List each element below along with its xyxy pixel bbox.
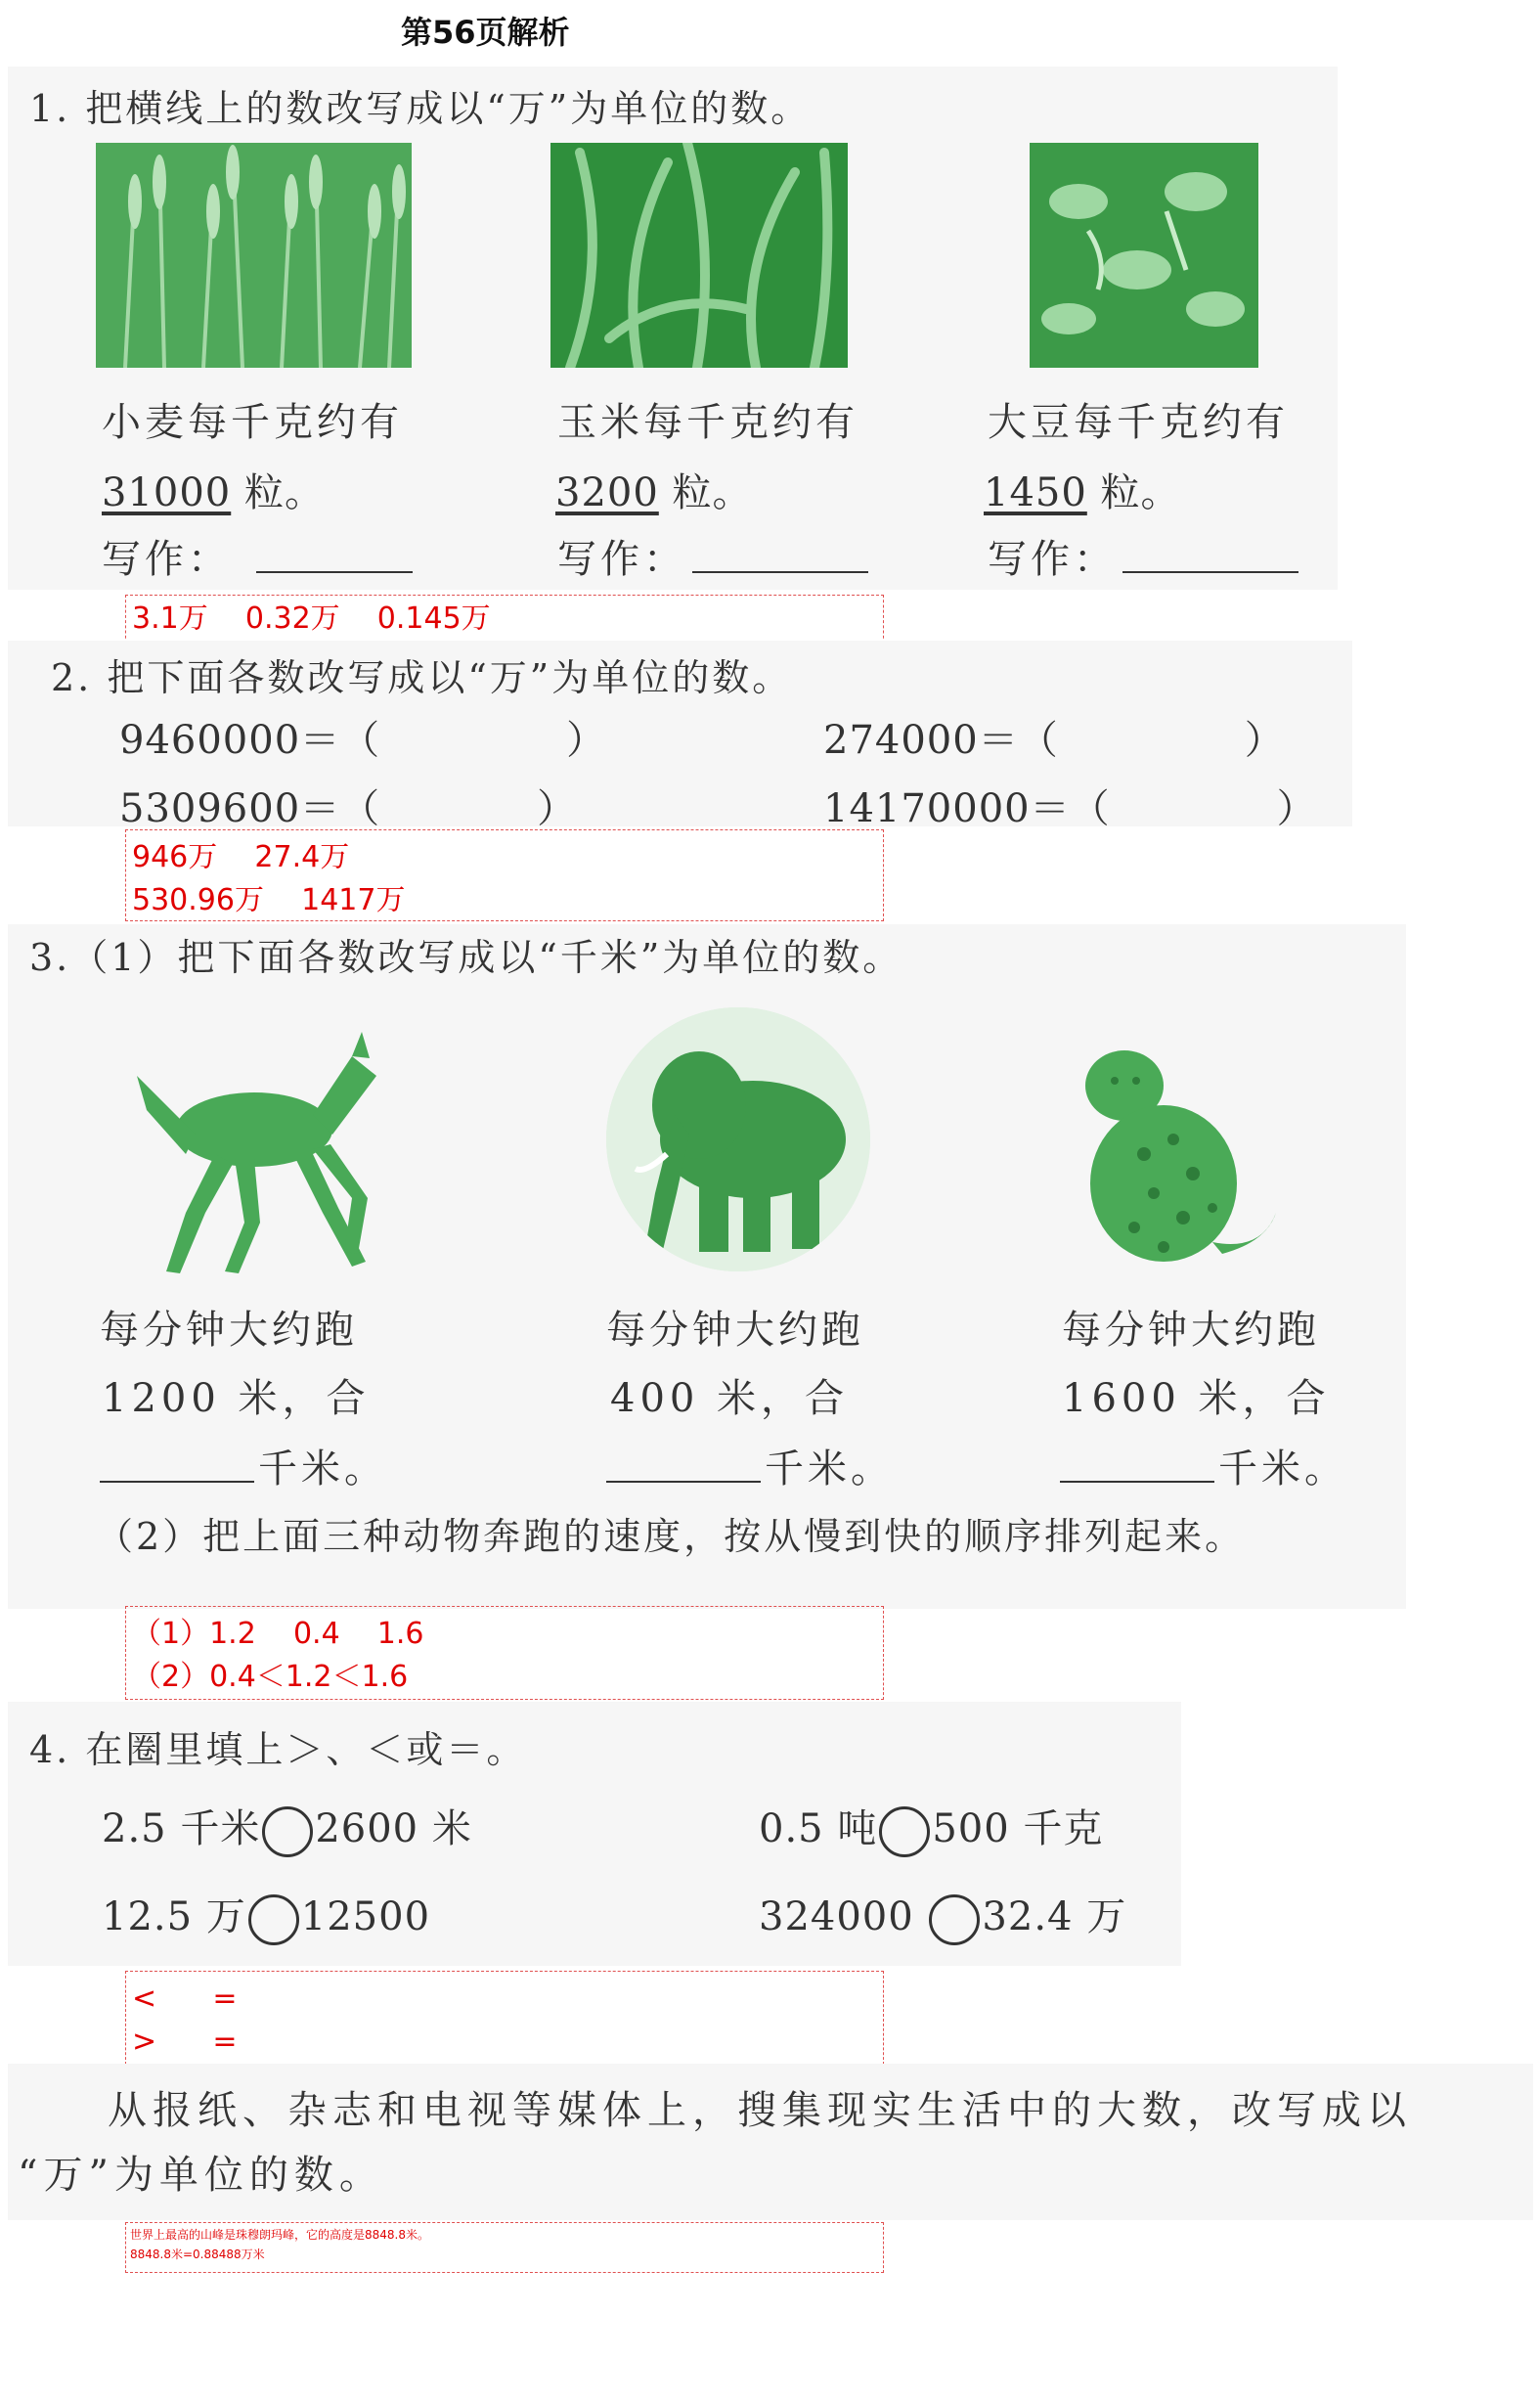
- q1-item-wheat-number: [102, 462, 325, 517]
- q2-item-3-close: ）: [537, 786, 578, 831]
- q1-title: 1. 把横线上的数改写成以“万”为单位的数。: [29, 87, 812, 130]
- q2-item-3-text: 5309600＝（: [119, 786, 381, 831]
- q4-item-1-right: 2600 米: [315, 1806, 472, 1851]
- q4-item-2-circle[interactable]: [879, 1806, 930, 1857]
- q2-item-1-text: 9460000＝（: [119, 718, 381, 763]
- q4-item-1-left: 2.5 千米: [102, 1806, 261, 1851]
- q1-answer-box: [125, 595, 884, 644]
- q2-title: 2. 把下面各数改写成以“万”为单位的数。: [51, 656, 793, 699]
- q5-line-2: “万”为单位的数。: [18, 2153, 384, 2198]
- corn-photo: [550, 143, 848, 368]
- q5-answer-box: [125, 2222, 884, 2273]
- q2-answer-line-1: 946万 27.4万: [132, 840, 350, 874]
- q4-item-2-right: 500 千克: [932, 1806, 1104, 1851]
- q2-answer-box: [125, 829, 884, 921]
- q1-item-corn-text: 玉米每千克约有: [557, 400, 858, 445]
- q5-line-1: 从报纸、杂志和电视等媒体上，搜集现实生活中的大数，改写成以: [108, 2088, 1412, 2133]
- soybean-number: 1450: [984, 470, 1087, 515]
- q3-elephant-line2: 400 米，合: [610, 1376, 850, 1421]
- corn-answer-blank[interactable]: [692, 571, 868, 573]
- q3-answer-line-1: （1）1.2 0.4 1.6: [132, 1617, 424, 1651]
- q3-answer-box: [125, 1606, 884, 1700]
- q4-answer-box: [125, 1971, 884, 2065]
- q3-sub2: （2）把上面三种动物奔跑的速度，按从慢到快的顺序排列起来。: [96, 1515, 1246, 1558]
- page-title: 第56页解析: [401, 14, 570, 51]
- elephant-photo: [606, 1007, 870, 1271]
- q1-item-soybean-write: 写作：: [988, 537, 1117, 582]
- q1-item-soybean-number: [984, 462, 1181, 517]
- q1-item-soybean-text: 大豆每千克约有: [988, 400, 1289, 445]
- q3-horse-line1: 每分钟大约跑: [100, 1308, 358, 1353]
- q5-answer-line-1: 世界上最高的山峰是珠穆朗玛峰，它的高度是8848.8米。: [130, 2228, 429, 2242]
- q4-title: 4. 在圈里填上＞、＜或＝。: [29, 1728, 527, 1771]
- q1-item-wheat-write: 写作：: [102, 537, 231, 582]
- q4-item-1: [102, 1798, 472, 1857]
- horse-photo: [117, 1017, 411, 1281]
- q3-title: 3.（1）把下面各数改写成以“千米”为单位的数。: [29, 936, 903, 979]
- wheat-unit: 粒。: [243, 470, 325, 515]
- q4-answer-line-2: > =: [132, 2025, 238, 2059]
- q2-item-1: [119, 709, 606, 765]
- q4-item-4-circle[interactable]: [929, 1894, 980, 1945]
- soybean-unit: 粒。: [1100, 470, 1181, 515]
- q3-leopard-line3: 千米。: [1218, 1447, 1347, 1491]
- wheat-number: 31000: [102, 470, 232, 515]
- q4-item-3: [102, 1886, 430, 1945]
- q3-elephant-line3: 千米。: [765, 1447, 894, 1491]
- q1-item-corn-number: [555, 462, 753, 517]
- q3-horse-line3: 千米。: [258, 1447, 387, 1491]
- q4-item-3-circle[interactable]: [248, 1894, 299, 1945]
- q1-item-corn-write: 写作：: [557, 537, 686, 582]
- leopard-answer-blank[interactable]: [1060, 1481, 1214, 1483]
- q2-answer-line-2: 530.96万 1417万: [132, 883, 406, 917]
- q4-item-2: [759, 1798, 1103, 1857]
- soybean-answer-blank[interactable]: [1122, 571, 1298, 573]
- q4-item-4-left: 324000: [759, 1894, 914, 1939]
- q2-item-1-close: ）: [566, 718, 607, 763]
- q3-answer-line-2: （2）0.4＜1.2＜1.6: [132, 1660, 409, 1694]
- q5-answer-line-2: 8848.8米=0.88488万米: [130, 2248, 265, 2261]
- q4-item-2-left: 0.5 吨: [759, 1806, 878, 1851]
- q4-item-3-right: 12500: [300, 1894, 431, 1939]
- q4-item-4: [759, 1886, 1126, 1945]
- q1-answer-line: 3.1万 0.32万 0.145万: [132, 601, 491, 636]
- q2-item-4: [823, 778, 1317, 833]
- q1-item-wheat-text: 小麦每千克约有: [102, 400, 403, 445]
- q2-item-4-text: 14170000＝（: [823, 786, 1111, 831]
- q2-item-2: [823, 709, 1285, 765]
- elephant-answer-blank[interactable]: [606, 1481, 761, 1483]
- q2-item-2-text: 274000＝（: [823, 718, 1059, 763]
- corn-number: 3200: [555, 470, 659, 515]
- q2-item-4-close: ）: [1276, 786, 1317, 831]
- q4-item-4-right: 32.4 万: [982, 1894, 1127, 1939]
- wheat-answer-blank[interactable]: [256, 571, 413, 573]
- q2-item-2-close: ）: [1244, 718, 1285, 763]
- horse-answer-blank[interactable]: [100, 1481, 254, 1483]
- soybean-photo: [1030, 143, 1258, 368]
- corn-unit: 粒。: [672, 470, 753, 515]
- q4-item-3-left: 12.5 万: [102, 1894, 246, 1939]
- q3-elephant-line1: 每分钟大约跑: [606, 1308, 864, 1353]
- q4-answer-line-1: < =: [132, 1981, 238, 2016]
- q4-item-1-circle[interactable]: [262, 1806, 313, 1857]
- wheat-photo: [96, 143, 412, 368]
- q3-leopard-line1: 每分钟大约跑: [1062, 1308, 1320, 1353]
- leopard-photo: [1066, 1037, 1291, 1271]
- q3-horse-line2: 1200 米，合: [102, 1376, 371, 1421]
- q3-leopard-line2: 1600 米，合: [1062, 1376, 1331, 1421]
- q2-item-3: [119, 778, 577, 833]
